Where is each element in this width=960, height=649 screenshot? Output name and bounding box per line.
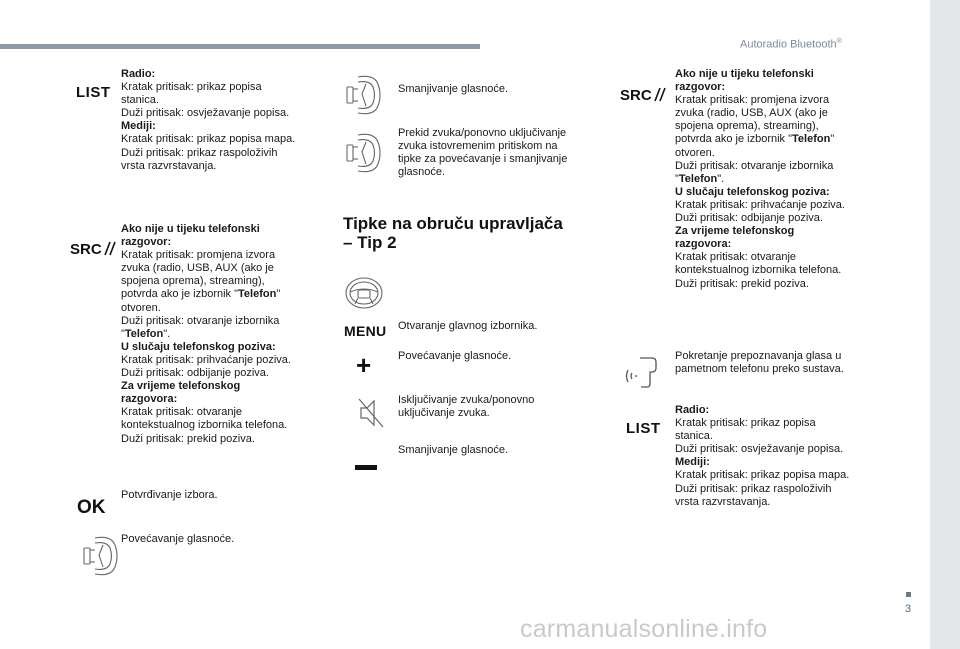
mute-wheel-icon <box>344 132 386 179</box>
svg-text:SRC: SRC <box>70 241 102 258</box>
ok-icon: OK <box>77 497 106 518</box>
minus-description: Smanjivanje glasnoće. <box>398 444 509 456</box>
minus-icon <box>355 458 377 476</box>
page-number: 3 <box>905 603 912 615</box>
section-heading: Tipke na obruču upravljača – Tip 2 <box>343 214 563 252</box>
src-icon <box>70 238 116 263</box>
header-bar <box>0 44 480 49</box>
mute-description: Prekid zvuka/ponovno uključivanje zvuka istovremenim pritiskom na tipke za povećavanje i smanjivanje glasnoće. <box>398 127 568 179</box>
src-description: Ako nije u tijeku telefonski razgovor: Kratak pritisak: promjena izvora zvuka (radio, USB, AUX (ako je spojena oprema), streaming), potvrda ako je izbornik "Telefon" otvoren. Duži pritisak: otvaranje izbornika "Telefon". U slučaju telefonskog poziva: Kratak pritisak: prihvaćanje poziva. Duži pritisak: odbijanje poziva. Za vrijeme telefonskog razgovora: Kratak pritisak: otvaranje kontekstualnog izbornika telefona. Duži pritisak: prekid poziva. <box>675 68 845 290</box>
watermark: carmanualsonline.info <box>520 615 768 643</box>
radio-list-description: Radio: Kratak pritisak: prikaz popisa stanica. Duži pritisak: osvježavanje popisa. Mediji: Kratak pritisak: prikaz popisa mapa. Duži pritisak: prikaz raspoloživih vrsta razvrstavanja. <box>121 68 296 172</box>
steering-wheel-icon <box>344 276 384 315</box>
list-icon: LIST <box>626 420 661 437</box>
mute-icon <box>358 398 384 433</box>
volume-down-wheel-icon <box>344 74 386 121</box>
voice-command-icon <box>624 356 658 393</box>
plus-icon: + <box>356 350 372 380</box>
radio-list-description: Radio: Kratak pritisak: prikaz popisa stanica. Duži pritisak: osvježavanje popisa. Mediji: Kratak pritisak: prikaz popisa mapa. Duži pritisak: prikaz raspoloživih vrsta razvrstavanja. <box>675 404 850 508</box>
voice-description: Pokretanje prepoznavanja glasa u pametnom telefonu preko sustava. <box>675 350 844 376</box>
page-marker <box>906 592 911 597</box>
src-description: Ako nije u tijeku telefonski razgovor: Kratak pritisak: promjena izvora zvuka (radio, USB, AUX (ako je spojena oprema), streaming), potvrda ako je izbornik "Telefon" otvoren. Duži pritisak: otvaranje izbornika "Telefon". U slučaju telefonskog poziva: Kratak pritisak: prihvaćanje poziva. Duži pritisak: odbijanje poziva. Za vrijeme telefonskog razgovora: Kratak pritisak: otvaranje kontekstualnog izbornika telefona. Duži pritisak: prekid poziva. <box>121 223 291 445</box>
ok-description: Potvrđivanje izbora. <box>121 489 218 501</box>
svg-text:SRC: SRC <box>620 87 652 104</box>
mute2-description: Isključivanje zvuka/ponovno uključivanje zvuka. <box>398 394 535 420</box>
menu-description: Otvaranje glavnog izbornika. <box>398 320 538 332</box>
volume-down-description: Smanjivanje glasnoće. <box>398 83 509 95</box>
side-tab <box>930 0 960 649</box>
volume-up-description: Povećavanje glasnoće. <box>121 533 235 545</box>
section-title: Autoradio Bluetooth® <box>740 38 842 51</box>
volume-up-wheel-icon <box>81 535 123 582</box>
src-icon <box>620 84 666 109</box>
list-icon: LIST <box>76 84 111 101</box>
plus-description: Povećavanje glasnoće. <box>398 350 512 362</box>
menu-icon: MENU <box>344 323 387 339</box>
